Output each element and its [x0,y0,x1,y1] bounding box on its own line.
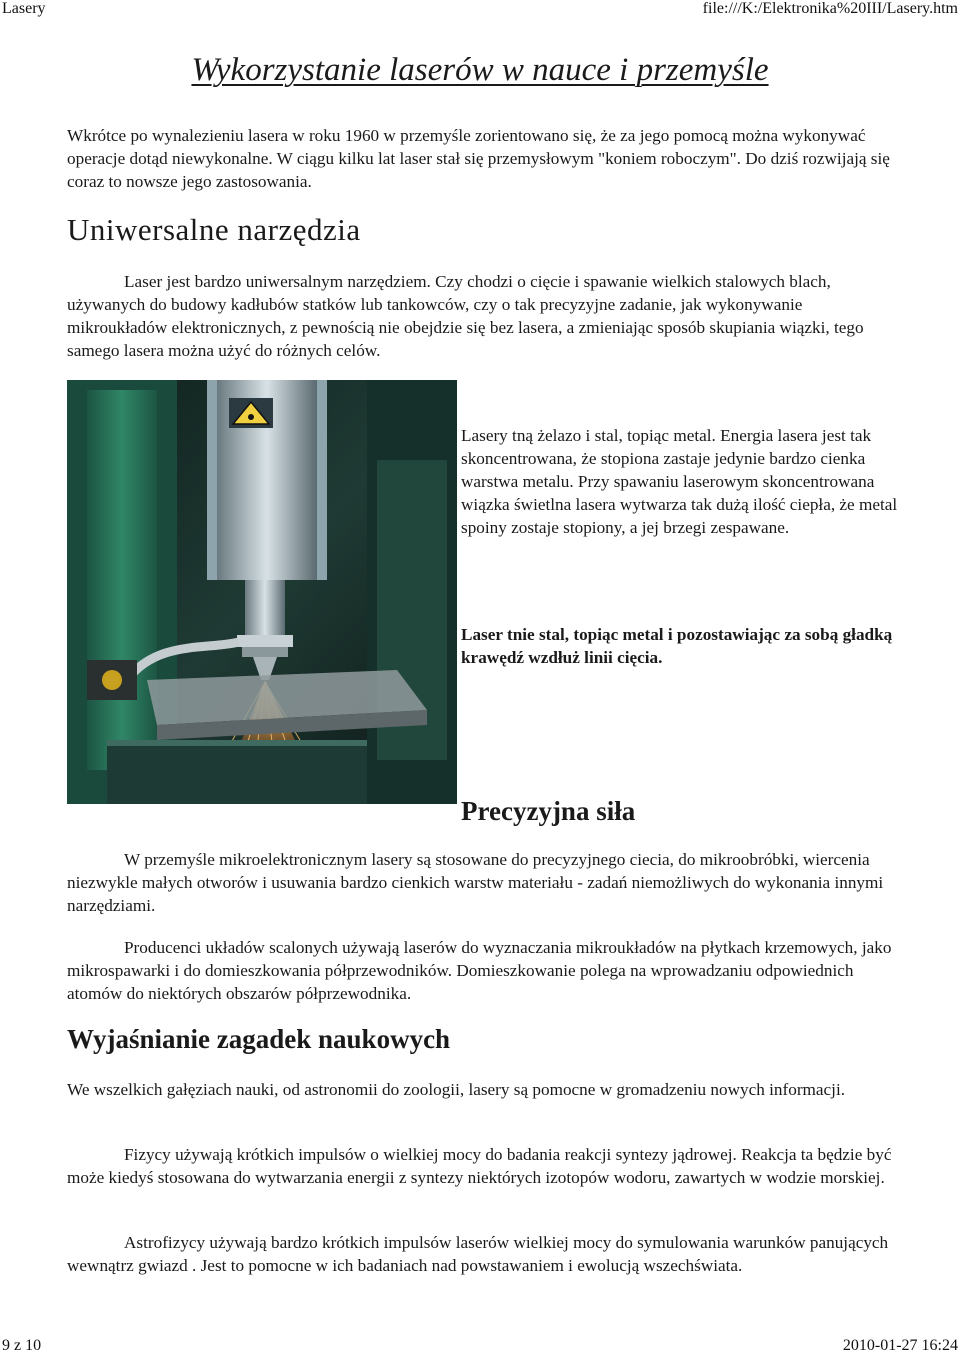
page-title: Wykorzystanie laserów w nauce i przemyśle [191,52,769,88]
print-footer-page: 9 z 10 [2,1337,42,1354]
section3-paragraph-2: Fizycy używają krótkich impulsów o wielkiej mocy do badania reakcji syntezy jądrowej. Reakcja ta będzie być może kiedyś stosowana do wytwarzania energii z syntezy niektórych izotopów wodoru, zawartych w wodzie morskiej. [67,1145,892,1187]
print-footer-datetime: 2010-01-27 16:24 [842,1337,958,1354]
print-header-title: Lasery [2,0,46,17]
laser-cutting-photo [67,380,457,804]
section3-paragraph-1: We wszelkich gałęziach nauki, od astronomii do zoologii, lasery są pomocne w gromadzeniu nowych informacji. [67,1080,846,1099]
section-heading-scientific-puzzles: Wyjaśnianie zagadek naukowych [67,1024,451,1054]
photo-caption: Lasery tną żelazo i stal, topiąc metal. Energia lasera jest tak skoncentrowana, że stopiona zastaje jedynie bardzo cienka warstwa metalu. Przy spawaniu laserowym skoncentrowana wiązka świetlna lasera wytwarza tak dużą ilość ciepła, że metal spoiny zostaje stopiony, a jej brzegi zespawane. [461,426,898,537]
section2-paragraph-2: Producenci układów scalonych używają laserów do wyznaczania mikroukładów na płytkach krzemowych, jako mikrospawarki i do domieszkowania półprzewodników. Domieszkowanie polega na wprowadzaniu odpowiednich atomów do niektórych obszarów półprzewodnika. [67,938,892,1003]
photo-caption-bold: Laser tnie stal, topiąc metal i pozostawiając za sobą gładką krawędź wzdłuż linii cięcia. [461,625,893,667]
section-heading-precision-power: Precyzyjna siła [461,796,636,826]
section2-paragraph-1: W przemyśle mikroelektronicznym lasery są stosowane do precyzyjnego ciecia, do mikroobróbki, wiercenia niezwykle małych otworów i usuwania bardzo cienkich warstw materiału - zadań niemożliwych do wykonania innymi narzędziami. [67,850,884,915]
print-footer [0,1337,960,1354]
print-header [0,0,960,20]
section1-paragraph: Laser jest bardzo uniwersalnym narzędziem. Czy chodzi o cięcie i spawanie wielkich stalowych blach, używanych do budowy kadłubów statków lub tankowców, czy o tak precyzyjne zadanie, jak wykonywanie mikroukładów elektronicznych, z pewnością nie obejdzie się bez lasera, a zmieniając sposób skupiania wiązki, tego samego lasera można użyć do różnych celów. [67,272,864,360]
section-heading-universal-tools: Uniwersalne narzędzia [67,212,361,247]
section3-paragraph-3: Astrofizycy używają bardzo krótkich impulsów laserów wielkiej mocy do symulowania warunków panujących wewnątrz gwiazd . Jest to pomocne w ich badaniach nad powstawaniem i ewolucją wszechświata. [67,1233,889,1275]
intro-paragraph: Wkrótce po wynalezieniu lasera w roku 1960 w przemyśle zorientowano się, że za jego pomocą można wykonywać operacje dotąd niewykonalne. W ciągu kilku lat laser stał się przemysłowym "koniem roboczym". Do dziś rozwijają się coraz to nowsze jego zastosowania. [67,126,890,191]
print-header-url: file:///K:/Elektronika%20III/Lasery.htm [702,0,958,17]
